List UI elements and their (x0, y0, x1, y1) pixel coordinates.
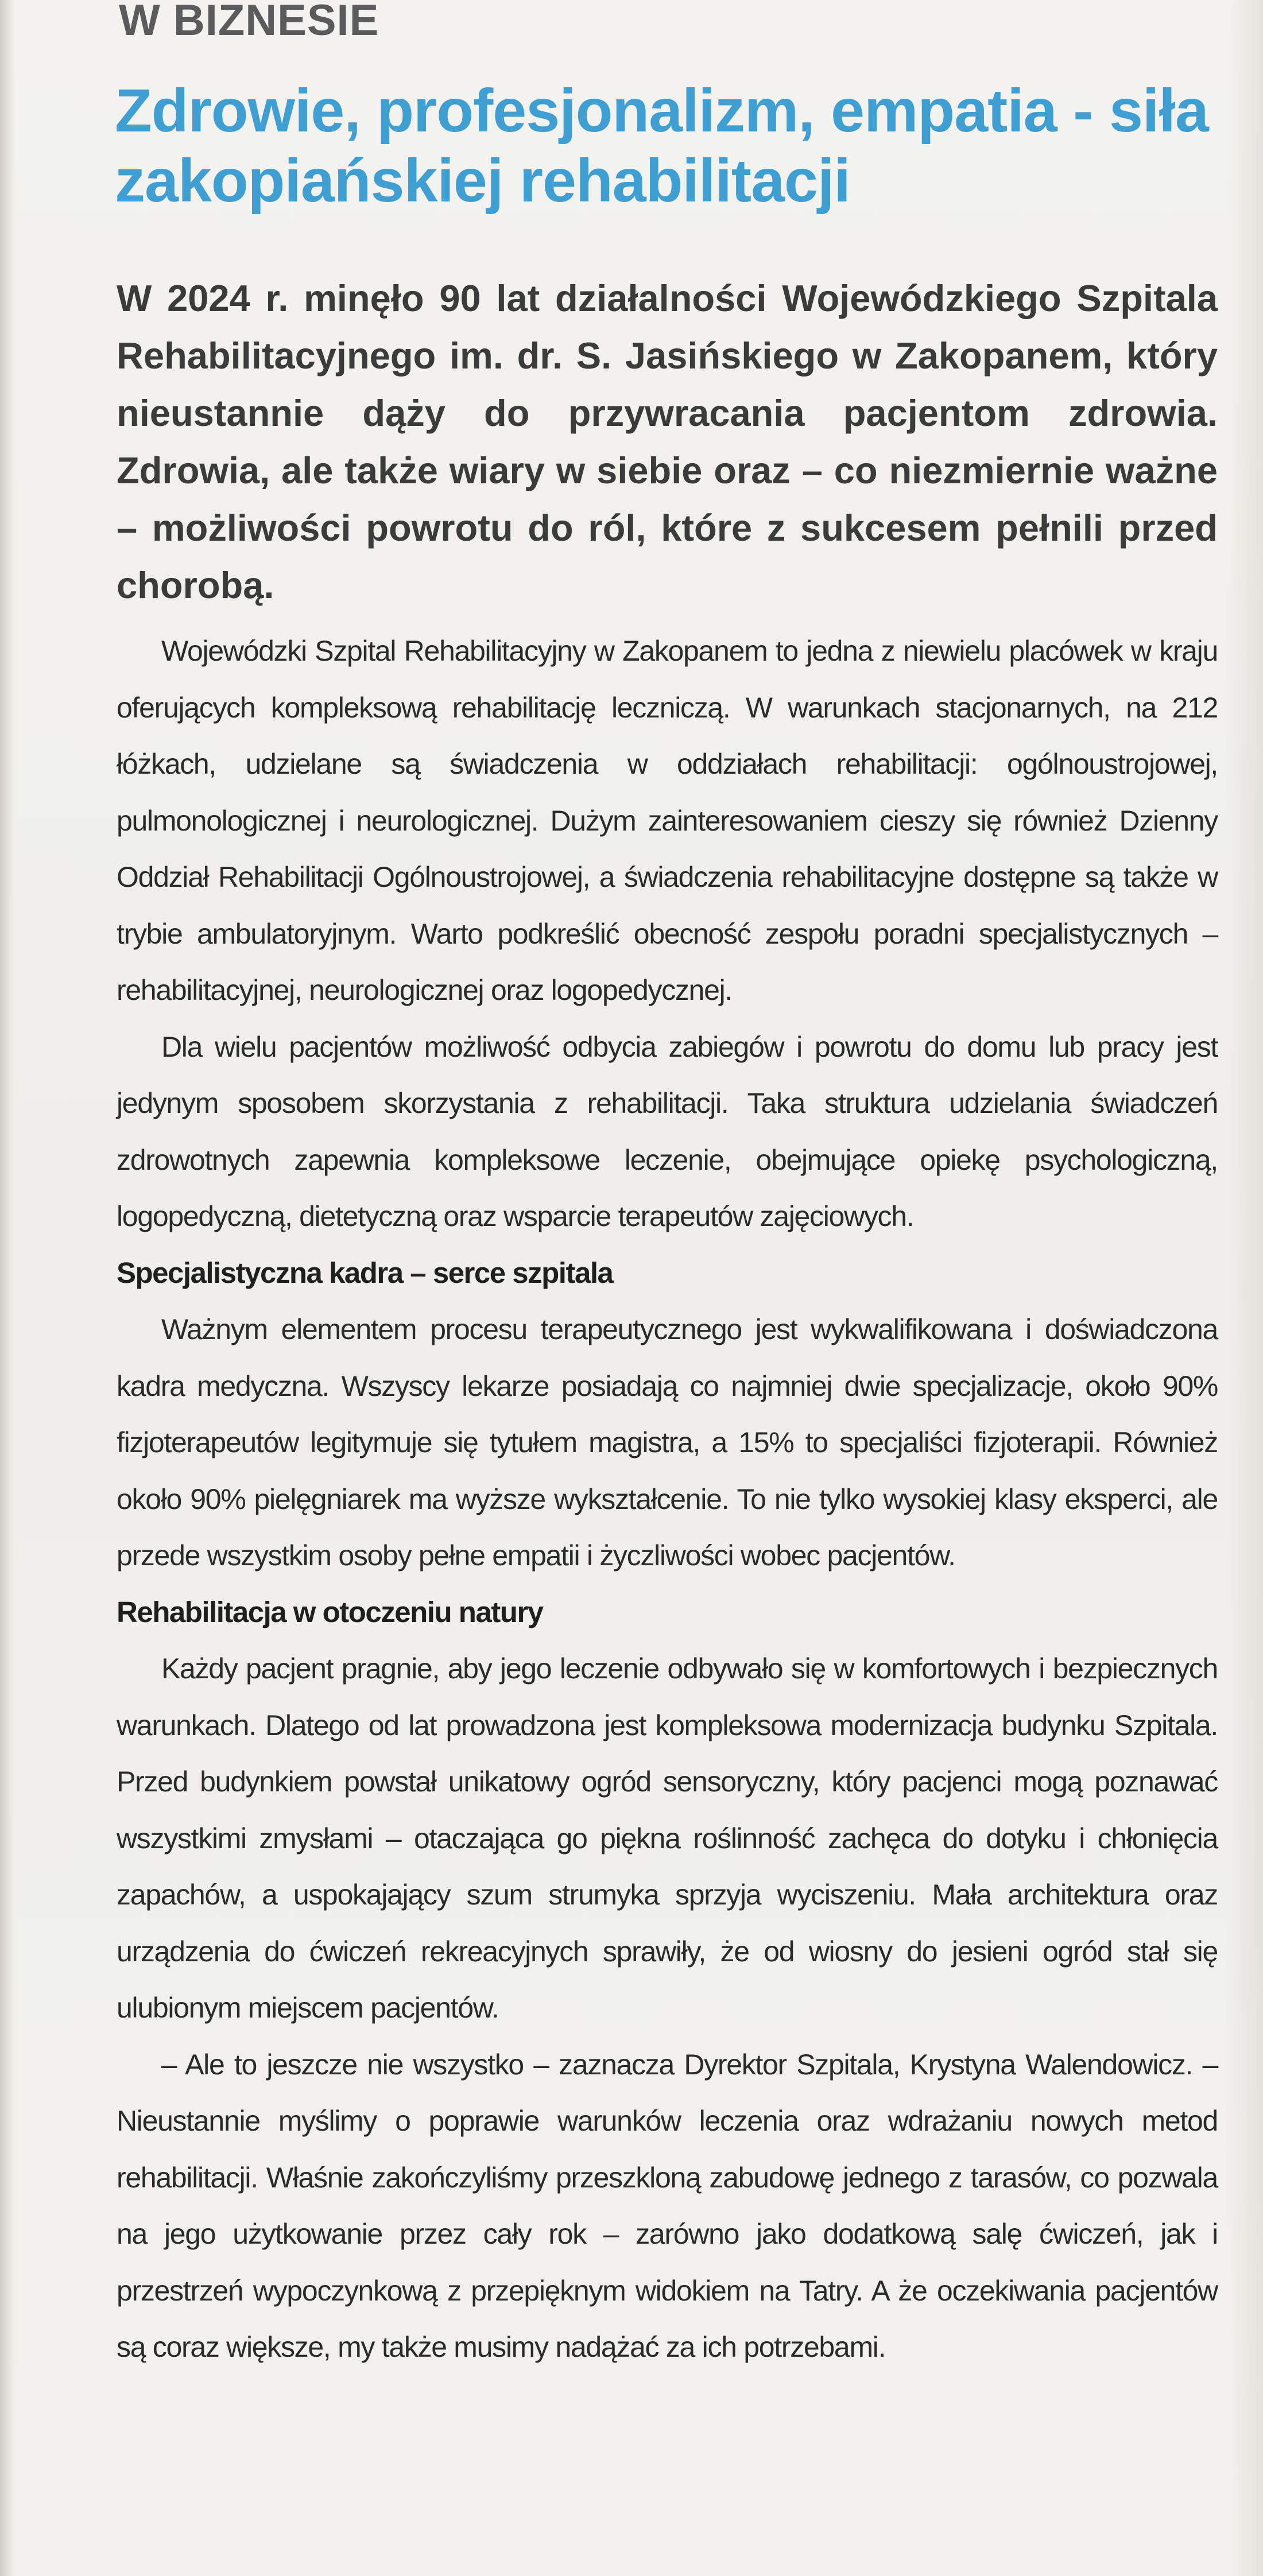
article-lead: W 2024 r. minęło 90 lat działalności Wojewódzkiego Szpitala Rehabilitacyjnego im. dr. S. Jasińskiego w Zakopanem, który nieustannie dąży do przywracania pacjentom zdrowia. Zdrowia, ale także wiary w siebie oraz – co niezmiernie ważne – możliwości powrotu do ról, które z sukcesem pełnili przed chorobą. (117, 277, 1218, 606)
body-paragraph: Każdy pacjent pragnie, aby jego leczenie odbywało się w komfortowych i bezpiecznych warunkach. Dlatego od lat prowadzona jest kompleksowa modernizacja budynku Szpitala. Przed budynkiem powstał unikatowy ogród sensoryczny, który pacjenci mogą poznawać wszystkimi zmysłami – otaczająca go piękna roślinność zachęca do dotyku i chłonięcia zapachów, a uspokajający szum strumyka sprzyja wyciszeniu. Mała architektura oraz urządzenia do ćwiczeń rekreacyjnych sprawiły, że od wiosny do jesieni ogród stał się ulubionym miejscem pacjentów. (117, 1652, 1218, 2024)
body-paragraph: Dla wielu pacjentów możliwość odbycia zabiegów i powrotu do domu lub pracy jest jedynym sposobem skorzystania z rehabilitacji. Taka struktura udzielania świadczeń zdrowotnych zapewnia kompleksowe leczenie, obejmujące opiekę psychologiczną, logopedyczną, dietetyczną oraz wsparcie terapeutów zajęciowych. (117, 1030, 1218, 1232)
section-label: W BIZNESIE (119, 0, 379, 45)
article-headline: Zdrowie, profesjonalizm, empatia - siła zakopiańskiej rehabilitacji (115, 77, 1208, 215)
subheading: Specjalistyczna kadra – serce szpitala (117, 1256, 613, 1289)
article-body (117, 623, 1218, 2376)
page-gutter (0, 0, 15, 2576)
body-paragraph: Wojewódzki Szpital Rehabilitacyjny w Zakopanem to jedna z niewielu placówek w kraju oferujących kompleksową rehabilitację leczniczą. W warunkach stacjonarnych, na 212 łóżkach, udzielane są świadczenia w oddziałach rehabilitacji: ogólnoustrojowej, pulmonologicznej i neurologicznej. Dużym zainteresowaniem cieszy się również Dzienny Oddział Rehabilitacji Ogólnoustrojowej, a świadczenia rehabilitacyjne dostępne są także w trybie ambulatoryjnym. Warto podkreślić obecność zespołu poradni specjalistycznych – rehabilitacyjnej, neurologicznej oraz logopedycznej. (117, 635, 1218, 1006)
page-edge-shadow (1229, 0, 1263, 2576)
subheading: Rehabilitacja w otoczeniu natury (117, 1595, 543, 1628)
body-paragraph: – Ale to jeszcze nie wszystko – zaznacza Dyrektor Szpitala, Krystyna Walendowicz. – Nieustannie myślimy o poprawie warunków leczenia oraz wdrażaniu nowych metod rehabilitacji. Właśnie zakończyliśmy przeszkloną zabudowę jednego z tarasów, co pozwala na jego użytkowanie przez cały rok – zarówno jako dodatkową salę ćwiczeń, jak i przestrzeń wypoczynkową z przepięknym widokiem na Tatry. A że oczekiwania pacjentów są coraz większe, my także musimy nadążać za ich potrzebami. (117, 2048, 1218, 2363)
body-paragraph: Ważnym elementem procesu terapeutycznego jest wykwalifikowana i doświadczona kadra medyczna. Wszyscy lekarze posiadają co najmniej dwie specjalizacje, około 90% fizjoterapeutów legitymuje się tytułem magistra, a 15% to specjaliści fizjoterapii. Również około 90% pielęgniarek ma wyższe wykształcenie. To nie tylko wysokiej klasy eksperci, ale przede wszystkim osoby pełne empatii i życzliwości wobec pacjentów. (117, 1313, 1218, 1572)
